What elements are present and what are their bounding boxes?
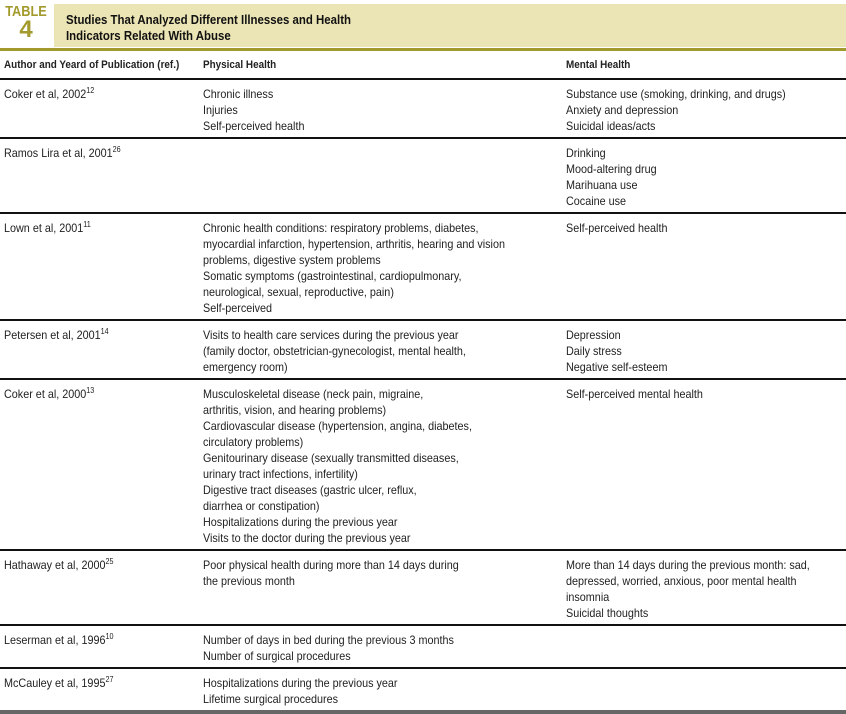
column-header-row [0, 51, 846, 79]
mental-health-item: More than 14 days during the previous month: sad, [566, 558, 810, 572]
physical-health-cell [199, 79, 562, 138]
author-text: Coker et al, 2000$^{13}$ [4, 386, 95, 401]
physical-health-item: (family doctor, obstetrician-gynecologist, mental health, [202, 344, 466, 358]
author-text: Leserman et al, 1996$^{10}$ [4, 632, 114, 647]
mental-health-cell [562, 668, 846, 712]
mental-health-cell [562, 550, 846, 625]
physical-health-item: Digestive tract diseases (gastric ulcer, reflux, [202, 483, 417, 497]
mental-health-cell [562, 213, 846, 320]
physical-health-item: diarrhea or constipation) [202, 499, 320, 513]
table-title-box [54, 4, 846, 47]
reference-superscript: 14 [100, 327, 109, 336]
reference-superscript: 25 [105, 557, 114, 566]
table-number: 4 [19, 16, 33, 43]
author-text: Lown et al, 2001$^{11}$ [4, 220, 91, 235]
table-row [0, 213, 846, 320]
physical-health-item: neurological, sexual, reproductive, pain) [202, 285, 394, 299]
reference-superscript: 12 [86, 86, 95, 95]
mental-health-item: Suicidal thoughts [566, 606, 649, 620]
physical-health-item: Hospitalizations during the previous year [202, 676, 398, 690]
physical-health-item: Visits to health care services during the previous year [202, 328, 459, 342]
physical-health-item: Self-perceived [202, 301, 272, 315]
physical-health-item: Number of days in bed during the previous 3 months [202, 633, 454, 647]
physical-health-item: myocardial infarction, hypertension, arthritis, hearing and vision [202, 237, 505, 251]
column-header-author: Author and Yeard of Publication (ref.) [0, 51, 199, 79]
physical-health-item: emergency room) [202, 360, 288, 374]
author-text: Hathaway et al, 2000$^{25}$ [4, 557, 114, 572]
mental-health-item: Self-perceived mental health [566, 387, 703, 401]
author-text: Petersen et al, 2001$^{14}$ [4, 327, 109, 342]
physical-health-item: circulatory problems) [202, 435, 304, 449]
author-text: Coker et al, 2002$^{12}$ [4, 86, 95, 101]
mental-health-item: Mood-altering drug [566, 162, 657, 176]
author-text: McCauley et al, 1995$^{27}$ [4, 675, 114, 690]
mental-health-item: Marihuana use [566, 178, 638, 192]
mental-health-item: Substance use (smoking, drinking, and drugs) [566, 87, 786, 101]
physical-health-cell [199, 213, 562, 320]
physical-health-item: Poor physical health during more than 14 days during [202, 558, 459, 572]
table-row [0, 625, 846, 668]
reference-superscript: 26 [112, 145, 121, 154]
author-cell [0, 138, 199, 213]
physical-health-item: urinary tract infections, infertility) [202, 467, 358, 481]
author-cell [0, 213, 199, 320]
mental-health-item: Depression [566, 328, 621, 342]
physical-health-cell [199, 625, 562, 668]
table-header [0, 0, 846, 48]
physical-health-cell [199, 379, 562, 550]
mental-health-item: insomnia [566, 590, 610, 604]
reference-superscript: 27 [105, 675, 114, 684]
physical-health-item: Cardiovascular disease (hypertension, angina, diabetes, [202, 419, 472, 433]
physical-health-item: Chronic health conditions: respiratory problems, diabetes, [202, 221, 479, 235]
mental-health-item: Cocaine use [566, 194, 627, 208]
table-title-line-1: Studies That Analyzed Different Illnesses and Health [66, 12, 352, 27]
table-row [0, 79, 846, 138]
mental-health-cell [562, 320, 846, 379]
author-cell [0, 625, 199, 668]
physical-health-item: Musculoskeletal disease (neck pain, migraine, [202, 387, 424, 401]
column-header-mental: Mental Health [562, 51, 846, 79]
mental-health-item: Self-perceived health [566, 221, 668, 235]
physical-health-item: Self-perceived health [202, 119, 305, 133]
physical-health-item: Chronic illness [202, 87, 273, 101]
mental-health-cell [562, 79, 846, 138]
physical-health-item: Lifetime surgical procedures [202, 692, 338, 706]
mental-health-cell [562, 379, 846, 550]
physical-health-item: Genitourinary disease (sexually transmitted diseases, [202, 451, 459, 465]
mental-health-item: Anxiety and depression [566, 103, 679, 117]
physical-health-item: Hospitalizations during the previous year [202, 515, 398, 529]
author-cell [0, 79, 199, 138]
table-title [66, 12, 351, 44]
table-label [0, 4, 52, 41]
mental-health-item: Drinking [566, 146, 606, 160]
mental-health-item: Suicidal ideas/acts [566, 119, 656, 133]
reference-superscript: 10 [105, 632, 114, 641]
physical-health-item: arthritis, vision, and hearing problems) [202, 403, 386, 417]
author-text: Ramos Lira et al, 2001$^{26}$ [4, 145, 121, 160]
physical-health-cell [199, 668, 562, 712]
table-row [0, 320, 846, 379]
author-cell [0, 379, 199, 550]
author-cell [0, 550, 199, 625]
physical-health-item: Injuries [202, 103, 238, 117]
author-cell [0, 668, 199, 712]
table-row [0, 138, 846, 213]
table-row [0, 379, 846, 550]
studies-table [0, 51, 846, 714]
physical-health-cell [199, 138, 562, 213]
physical-health-item: Visits to the doctor during the previous year [202, 531, 411, 545]
physical-health-item: problems, digestive system problems [202, 253, 381, 267]
mental-health-cell [562, 138, 846, 213]
table-label-word: TABLE [5, 3, 47, 20]
physical-health-item: Number of surgical procedures [202, 649, 351, 663]
mental-health-item: Daily stress [566, 344, 622, 358]
column-header-physical: Physical Health [199, 51, 562, 79]
mental-health-item: Negative self-esteem [566, 360, 668, 374]
reference-superscript: 11 [83, 220, 91, 229]
reference-superscript: 13 [86, 386, 95, 395]
mental-health-cell [562, 625, 846, 668]
author-cell [0, 320, 199, 379]
physical-health-item: Somatic symptoms (gastrointestinal, cardiopulmonary, [202, 269, 462, 283]
physical-health-item: the previous month [202, 574, 295, 588]
mental-health-item: depressed, worried, anxious, poor mental health [566, 574, 797, 588]
table-title-line-2: Indicators Related With Abuse [66, 28, 231, 43]
table-row [0, 550, 846, 625]
physical-health-cell [199, 320, 562, 379]
physical-health-cell [199, 550, 562, 625]
table-row [0, 668, 846, 712]
